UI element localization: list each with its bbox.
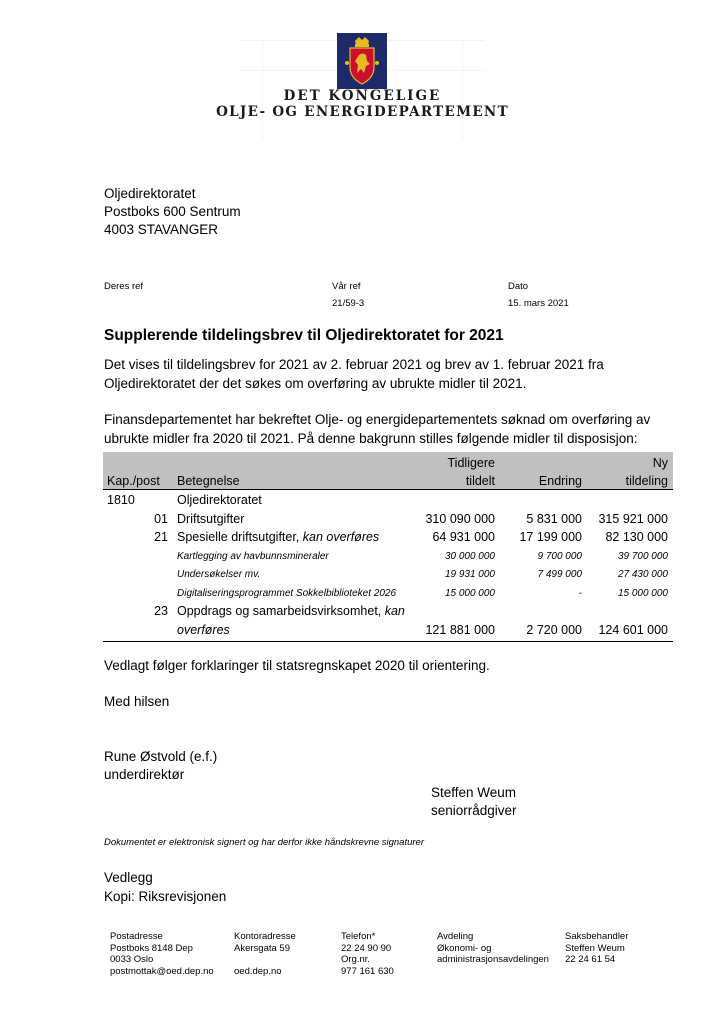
footer-postadresse xyxy=(110,931,214,977)
footer-website: oed.dep.no xyxy=(234,965,282,977)
post-name-italic: overføres xyxy=(177,623,230,637)
tidligere-value: 30 000 000 xyxy=(444,550,495,562)
footer-label: Org.nr. xyxy=(341,954,371,965)
footer-value: 977 161 630 xyxy=(341,965,394,977)
allocation-table xyxy=(103,452,673,642)
post-number: 23 xyxy=(154,604,168,618)
recipient-address-line2: 4003 STAVANGER xyxy=(104,222,219,237)
table-bottom-rule xyxy=(103,641,673,642)
vedlegg-label: Vedlegg xyxy=(104,870,153,885)
endring-value: 5 831 000 xyxy=(526,511,582,526)
signer1-title: underdirektør xyxy=(104,767,185,782)
table-row xyxy=(103,530,673,549)
footer-label: Postadresse xyxy=(110,931,163,942)
paragraph-2-line1: Finansdepartementet har bekreftet Olje- og energidepartementets søknad om overføring av xyxy=(104,412,651,427)
ny-value: 27 430 000 xyxy=(617,569,668,580)
post-name-continued xyxy=(177,623,230,637)
footer-email: postmottak@oed.dep.no xyxy=(110,965,214,977)
table-header xyxy=(103,452,673,490)
footer-saksbehandler xyxy=(565,931,628,966)
ny-value: 15 000 000 xyxy=(617,587,668,599)
header-betegnelse: Betegnelse xyxy=(177,474,240,488)
deres-ref-label: Deres ref xyxy=(104,281,144,292)
signer2-name: Steffen Weum xyxy=(431,785,517,800)
tidligere-value: 19 931 000 xyxy=(444,569,495,580)
post-name-italic: kan xyxy=(384,604,405,618)
footer-value: 22 24 90 90 xyxy=(341,942,392,954)
ny-value: 82 130 000 xyxy=(605,530,668,544)
paragraph-2 xyxy=(104,410,694,448)
letterhead xyxy=(0,30,725,130)
footer-label: Avdeling xyxy=(437,931,474,942)
tidligere-value: 64 931 000 xyxy=(432,530,495,544)
tidligere-value: 310 090 000 xyxy=(425,511,495,526)
post-name xyxy=(177,604,405,618)
endring-value: 7 499 000 xyxy=(537,569,582,580)
department-name-line2: OLJE- OG ENERGIDEPARTEMENT xyxy=(216,104,509,120)
ny-value: 124 601 000 xyxy=(598,623,668,637)
header-ny-line2: tildeling xyxy=(625,474,668,488)
header-tidligere-line2: tildelt xyxy=(465,474,495,488)
signature-note: Dokumentet er elektronisk signert og har derfor ikke håndskrevne signaturer xyxy=(104,837,424,848)
footer-value: Økonomi- og xyxy=(437,942,492,954)
tidligere-value: 15 000 000 xyxy=(444,587,495,599)
signer1-name: Rune Østvold (e.f.) xyxy=(104,749,218,764)
endring-value: 2 720 000 xyxy=(526,623,582,637)
recipient-address xyxy=(104,185,241,239)
header-kap-post: Kap./post xyxy=(107,474,160,488)
ny-value: 39 700 000 xyxy=(617,550,668,562)
var-ref-value: 21/59-3 xyxy=(332,298,365,309)
greeting: Med hilsen xyxy=(104,694,170,709)
table-row xyxy=(103,512,673,531)
footer-label: Kontoradresse xyxy=(234,931,296,942)
post-number: 21 xyxy=(154,530,168,544)
department-name-line1: DET KONGELIGE xyxy=(283,88,442,104)
paragraph-1 xyxy=(104,355,684,393)
footer-value: Steffen Weum xyxy=(565,942,625,954)
footer-value: 0033 Oslo xyxy=(110,954,154,965)
footer-telefon xyxy=(341,931,394,977)
post-name-text: Spesielle driftsutgifter, xyxy=(177,530,303,544)
letter-title: Supplerende tildelingsbrev til Oljedirektoratet for 2021 xyxy=(104,327,504,344)
subrow-name: Kartlegging av havbunnsmineraler xyxy=(177,550,329,562)
header-ny-line1: Ny xyxy=(652,456,668,470)
table-row xyxy=(103,604,673,641)
footer-label: Telefon* xyxy=(341,931,376,942)
chapter-number: 1810 xyxy=(107,493,135,507)
header-tidligere-line1: Tidligere xyxy=(447,456,495,470)
chapter-name: Oljedirektoratet xyxy=(177,493,262,507)
signer2-title: seniorrådgiver xyxy=(431,803,517,818)
kopi-label: Kopi: Riksrevisjonen xyxy=(104,889,227,904)
dato-value: 15. mars 2021 xyxy=(508,298,569,309)
footer-value: Postboks 8148 Dep xyxy=(110,942,193,954)
subrow-name: Undersøkelser mv. xyxy=(177,569,261,580)
footer-value: administrasjonsavdelingen xyxy=(437,954,549,965)
paragraph-2-line2: ubrukte midler fra 2020 til 2021. På denne bakgrunn stilles følgende midler til disposisjon: xyxy=(104,431,638,446)
var-ref-label: Vår ref xyxy=(332,281,361,292)
recipient-name: Oljedirektoratet xyxy=(104,186,196,201)
post-name xyxy=(177,530,379,544)
recipient-address-line1: Postboks 600 Sentrum xyxy=(104,204,241,219)
footer-value: 22 24 61 54 xyxy=(565,954,616,965)
royal-coat-of-arms-icon xyxy=(337,33,387,89)
footer-kontoradresse xyxy=(234,931,296,977)
footer-value: Akersgata 59 xyxy=(234,942,290,954)
table-subrow xyxy=(103,567,673,586)
endring-value: - xyxy=(578,587,582,599)
tidligere-value: 121 881 000 xyxy=(425,623,495,637)
post-number: 01 xyxy=(154,511,168,526)
post-name: Driftsutgifter xyxy=(177,511,245,526)
table-subrow xyxy=(103,586,673,605)
footer-avdeling xyxy=(437,931,549,966)
subrow-name: Digitaliseringsprogrammet Sokkelbiblioteket 2026 xyxy=(177,587,396,599)
header-endring: Endring xyxy=(538,474,582,488)
endring-value: 17 199 000 xyxy=(519,530,582,544)
dato-label: Dato xyxy=(508,281,529,292)
paragraph-1-line2: Oljedirektoratet der det søkes om overføring av ubrukte midler til 2021. xyxy=(104,376,527,391)
endring-value: 9 700 000 xyxy=(537,550,582,562)
footer-spacer xyxy=(234,954,296,966)
post-name-italic: kan overføres xyxy=(302,530,380,544)
table-row xyxy=(103,493,673,512)
attachment-note: Vedlagt følger forklaringer til statsregnskapet 2020 til orientering. xyxy=(104,658,490,673)
footer-label: Saksbehandler xyxy=(565,931,629,942)
table-subrow xyxy=(103,549,673,568)
ny-value: 315 921 000 xyxy=(598,511,668,526)
post-name-text: Oppdrags og samarbeidsvirksomhet, xyxy=(177,604,385,618)
paragraph-1-line1: Det vises til tildelingsbrev for 2021 av 2. februar 2021 og brev av 1. februar 2021 fra xyxy=(104,357,604,372)
